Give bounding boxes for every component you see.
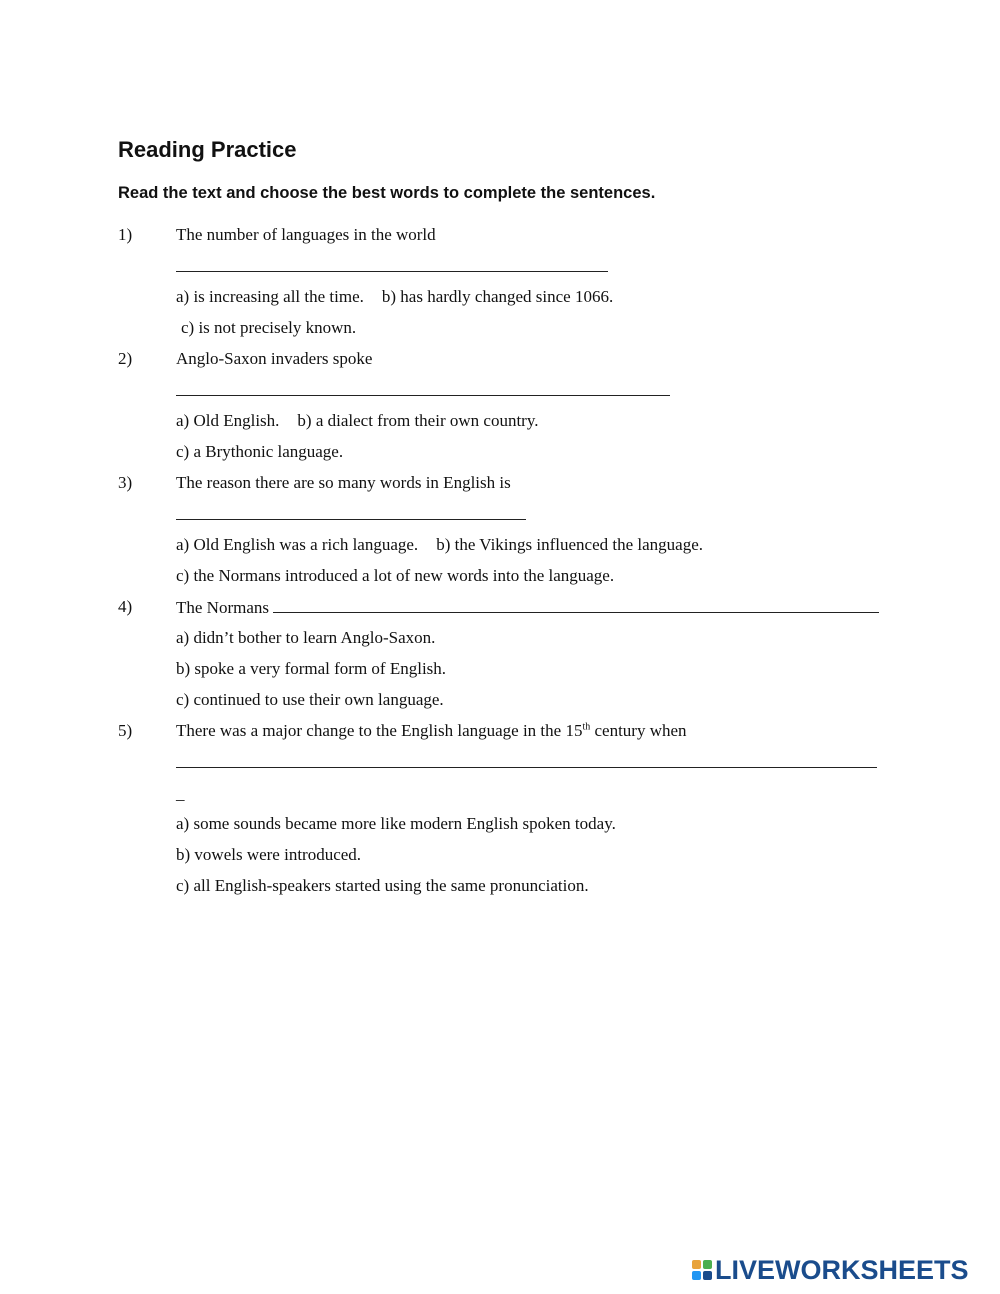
- option-a[interactable]: a) Old English was a rich language.: [176, 535, 419, 554]
- option-b[interactable]: b) vowels were introduced.: [176, 845, 362, 864]
- answer-blank[interactable]: [176, 395, 670, 396]
- page-title: Reading Practice: [118, 137, 297, 162]
- option-b[interactable]: b) the Vikings influenced the language.: [436, 535, 703, 554]
- question-number: 4): [118, 597, 133, 616]
- option-a[interactable]: a) Old English.: [176, 411, 280, 430]
- question-stem-line: [176, 597, 879, 618]
- answer-blank[interactable]: [176, 271, 608, 272]
- question-stem: The number of languages in the world: [176, 225, 436, 244]
- logo-text: LIVEWORKSHEETS: [715, 1254, 969, 1285]
- option-a[interactable]: a) didn’t bother to learn Anglo-Saxon.: [176, 628, 436, 647]
- option-c[interactable]: c) is not precisely known.: [181, 318, 357, 337]
- option-c[interactable]: c) a Brythonic language.: [176, 442, 344, 461]
- superscript-th: th: [582, 721, 591, 733]
- option-c[interactable]: c) the Normans introduced a lot of new words into the language.: [176, 566, 615, 585]
- option-c[interactable]: c) continued to use their own language.: [176, 690, 444, 709]
- options-line: [176, 535, 703, 555]
- answer-blank[interactable]: [176, 519, 526, 520]
- trailing-underscore: _: [176, 784, 185, 803]
- option-c[interactable]: c) all English-speakers started using the same pronunciation.: [176, 876, 589, 895]
- option-b[interactable]: b) has hardly changed since 1066.: [381, 287, 614, 306]
- instruction-text: Read the text and choose the best words to complete the sentences.: [118, 184, 656, 202]
- options-line: [176, 411, 538, 431]
- option-a[interactable]: a) is increasing all the time.: [176, 287, 364, 306]
- answer-blank[interactable]: [176, 767, 877, 768]
- question-stem: There was a major change to the English language in the 15th century when: [176, 721, 687, 740]
- question-number: 1): [118, 225, 133, 244]
- option-a[interactable]: a) some sounds became more like modern English spoken today.: [176, 814, 616, 833]
- question-number: 3): [118, 473, 133, 492]
- question-stem: The reason there are so many words in English is: [176, 473, 511, 492]
- question-number: 5): [118, 721, 133, 740]
- option-b[interactable]: b) spoke a very formal form of English.: [176, 659, 447, 678]
- logo-blocks-icon: [692, 1260, 712, 1280]
- option-b[interactable]: b) a dialect from their own country.: [297, 411, 539, 430]
- liveworksheets-logo: [692, 1256, 969, 1284]
- answer-blank[interactable]: [273, 597, 879, 613]
- options-line: [176, 287, 613, 307]
- question-stem: The Normans: [176, 598, 270, 617]
- question-stem: Anglo-Saxon invaders spoke: [176, 349, 373, 368]
- question-number: 2): [118, 349, 133, 368]
